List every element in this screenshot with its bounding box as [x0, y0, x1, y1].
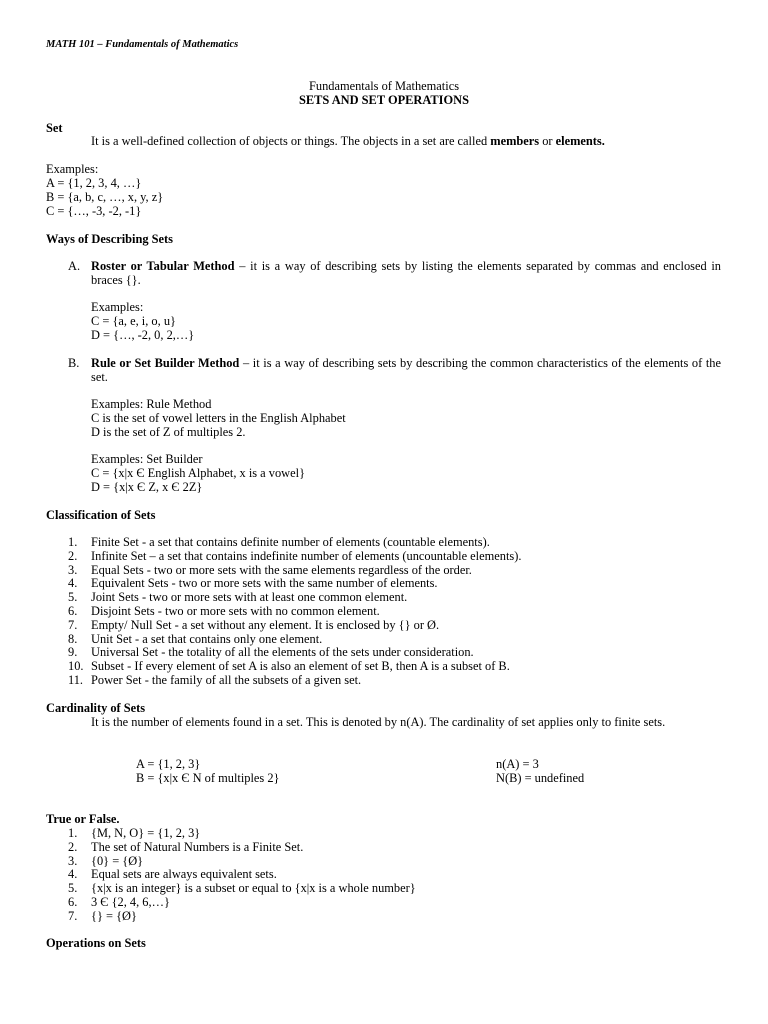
- list-number: 1.: [68, 535, 78, 549]
- section-heading-true-false: True or False.: [46, 812, 120, 826]
- roster-example: D = {…, -2, 0, 2,…}: [91, 328, 195, 342]
- list-number: 6.: [68, 895, 78, 909]
- list-item: Equivalent Sets - two or more sets with the same number of elements.: [91, 576, 438, 591]
- set-definition: It is a well-defined collection of objects or things. The objects in a set are called members or elements.: [91, 134, 605, 148]
- list-item: Empty/ Null Set - a set without any element. It is enclosed by {} or Ø.: [91, 617, 440, 632]
- list-item: {M, N, O} = {1, 2, 3}: [91, 826, 201, 840]
- list-number: 9.: [68, 645, 78, 660]
- section-heading-ways: Ways of Describing Sets: [46, 232, 174, 246]
- list-number: 5.: [68, 881, 78, 896]
- rule-example: C is the set of vowel letters in the English Alphabet: [91, 411, 346, 425]
- rule-example: D is the set of Z of multiples 2.: [91, 425, 246, 439]
- builder-example: D = {x|x Є Z, x Є 2Z}: [91, 480, 203, 494]
- section-heading-cardinality: Cardinality of Sets: [46, 701, 146, 715]
- document-subtitle: SETS AND SET OPERATIONS: [299, 93, 469, 107]
- section-heading-classification: Classification of Sets: [46, 508, 156, 522]
- list-item: Joint Sets - two or more sets with at least one common element.: [91, 590, 408, 605]
- cardinality-example: A = {1, 2, 3}: [136, 757, 201, 771]
- list-item: Universal Set - the totality of all the elements of the sets under consideration.: [91, 645, 474, 660]
- builder-examples-label: Examples: Set Builder: [91, 452, 203, 466]
- section-heading-operations: Operations on Sets: [46, 936, 146, 950]
- roster-method-description: Roster or Tabular Method – it is a way of describing sets by listing the elements separated by commas and enclosed in braces {}.: [91, 259, 721, 287]
- set-example: B = {a, b, c, …, x, y, z}: [46, 190, 164, 204]
- list-number: 3.: [68, 853, 78, 868]
- list-item: Subset - If every element of set A is also an element of set B, then A is a subset of B.: [91, 659, 510, 674]
- list-number: 3.: [68, 562, 78, 577]
- list-item: Infinite Set – a set that contains indefinite number of elements (uncountable elements).: [91, 548, 522, 563]
- list-item: The set of Natural Numbers is a Finite Set.: [91, 839, 304, 854]
- list-number: 11.: [68, 673, 84, 687]
- set-examples-label: Examples:: [46, 162, 99, 176]
- list-number: 10.: [68, 659, 84, 674]
- list-number: 2.: [68, 839, 78, 854]
- roster-example: C = {a, e, i, o, u}: [91, 314, 176, 328]
- list-item: 3 Є {2, 4, 6,…}: [91, 895, 170, 909]
- list-item: Unit Set - a set that contains only one element.: [91, 631, 323, 646]
- cardinality-example: B = {x|x Є N of multiples 2}: [136, 771, 280, 785]
- list-item: Equal Sets - two or more sets with the same elements regardless of the order.: [91, 562, 472, 577]
- list-number: 7.: [68, 617, 78, 632]
- list-number: 2.: [68, 548, 78, 563]
- list-number: 4.: [68, 576, 78, 591]
- cardinality-value: n(A) = 3: [496, 757, 539, 771]
- section-heading-set: Set: [46, 121, 63, 135]
- list-item: {0} = {Ø}: [91, 853, 144, 868]
- list-item: Equal sets are always equivalent sets.: [91, 867, 277, 882]
- cardinality-description: It is the number of elements found in a set. This is denoted by n(A). The cardinality of set applies only to finite sets.: [91, 715, 666, 729]
- roster-examples-label: Examples:: [91, 300, 144, 314]
- cardinality-value: N(B) = undefined: [496, 771, 585, 785]
- list-number: 8.: [68, 631, 78, 646]
- list-item: {} = {Ø}: [91, 908, 137, 923]
- set-example: C = {…, -3, -2, -1}: [46, 204, 142, 218]
- set-example: A = {1, 2, 3, 4, …}: [46, 176, 142, 190]
- list-marker: A.: [68, 259, 81, 273]
- list-number: 5.: [68, 590, 78, 605]
- list-number: 6.: [68, 604, 78, 618]
- rule-examples-label: Examples: Rule Method: [91, 397, 212, 411]
- running-header: MATH 101 – Fundamentals of Mathematics: [46, 39, 239, 50]
- list-number: 4.: [68, 867, 78, 882]
- list-number: 7.: [68, 908, 78, 923]
- builder-example: C = {x|x Є English Alphabet, x is a vowel}: [91, 466, 306, 480]
- list-item: Finite Set - a set that contains definite number of elements (countable elements).: [91, 535, 490, 549]
- list-number: 1.: [68, 826, 78, 840]
- list-marker: B.: [68, 356, 80, 370]
- document-title: Fundamentals of Mathematics: [308, 79, 460, 93]
- rule-method-description: Rule or Set Builder Method – it is a way of describing sets by describing the common characteristics of the elements of the set.: [91, 356, 721, 384]
- list-item: Disjoint Sets - two or more sets with no common element.: [91, 604, 380, 618]
- list-item: {x|x is an integer} is a subset or equal to {x|x is a whole number}: [91, 881, 416, 896]
- list-item: Power Set - the family of all the subsets of a given set.: [91, 673, 362, 687]
